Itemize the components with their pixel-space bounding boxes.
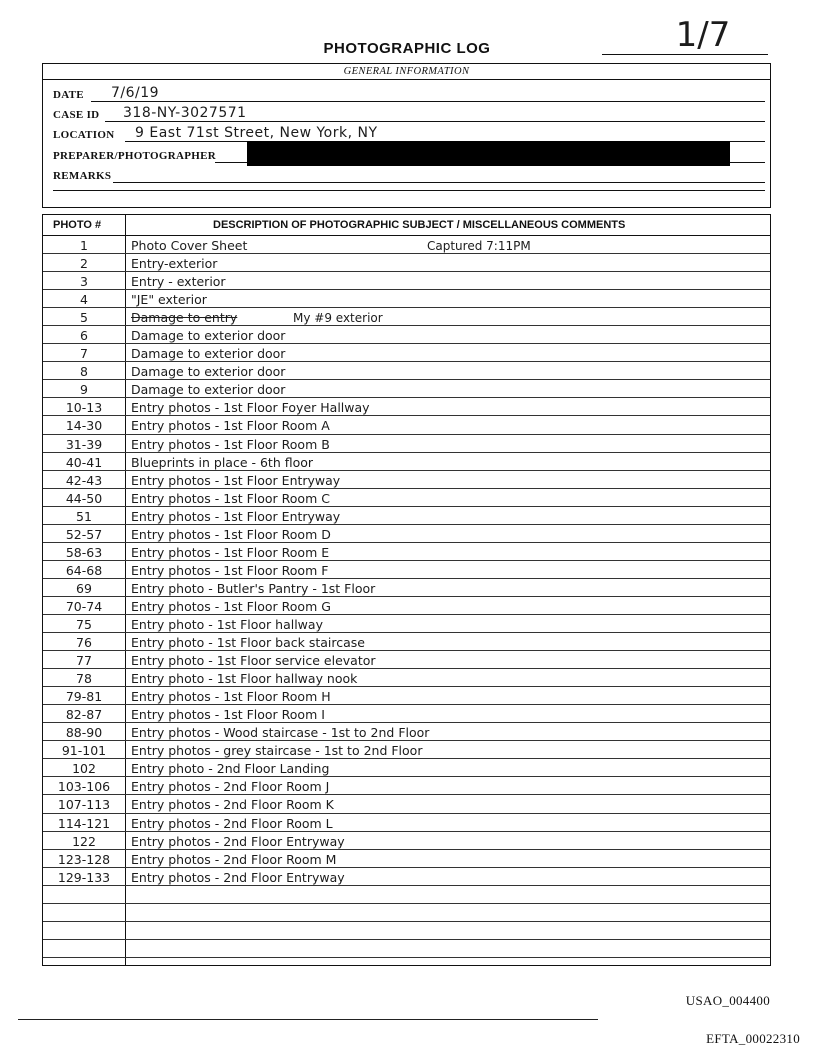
photo-number-cell: 58-63 [65, 544, 103, 560]
general-information-box [42, 63, 771, 208]
photo-number-cell: 8 [80, 364, 88, 380]
photo-number-cell: 123-128 [57, 851, 111, 867]
photo-number-cell: 3 [80, 274, 88, 290]
date-underline [91, 101, 765, 102]
description-cell: Entry - exterior [131, 274, 226, 290]
description-cell: Entry photos - 1st Floor Room E [131, 544, 330, 560]
description-cell: Entry photos - 1st Floor Room A [131, 418, 330, 434]
remarks-field [53, 165, 765, 183]
photo-number-cell: 79-81 [65, 689, 103, 705]
description-cell: Entry photo - 1st Floor service elevator [131, 653, 376, 669]
photo-number-column-header: PHOTO # [53, 219, 102, 231]
photo-number-cell: 7 [80, 346, 88, 362]
location-field [53, 124, 765, 142]
description-cell [131, 904, 631, 922]
photo-number-cell: 9 [80, 382, 88, 398]
description-cell: Entry photos - 2nd Floor Room K [131, 797, 334, 813]
table-row [43, 705, 770, 723]
page-number-underline [602, 54, 768, 55]
description-cell: Damage to entry [131, 310, 238, 326]
photo-number-cell: 75 [76, 616, 92, 632]
row-annotation: My #9 exterior [293, 311, 383, 326]
table-row [43, 308, 770, 326]
table-row [43, 290, 770, 308]
description-cell: Entry photo - 1st Floor back staircase [131, 635, 365, 651]
table-row [43, 525, 770, 543]
photo-number-cell: 64-68 [65, 562, 103, 578]
date-field [53, 84, 765, 102]
description-cell: Entry photo - 1st Floor hallway nook [131, 671, 358, 687]
description-cell: Blueprints in place - 6th floor [131, 454, 314, 470]
photo-number-cell: 2 [80, 256, 88, 272]
photo-number-cell: 69 [76, 580, 92, 596]
photo-number-cell: 31-39 [65, 436, 103, 452]
table-row [43, 687, 770, 705]
table-row [43, 362, 770, 380]
description-cell: Entry photos - 2nd Floor Entryway [131, 833, 345, 849]
table-row [43, 777, 770, 795]
case-id-underline [105, 121, 765, 122]
photo-number-cell: 114-121 [57, 815, 111, 831]
general-information-header: GENERAL INFORMATION [43, 64, 770, 80]
table-row [43, 597, 770, 615]
photo-number-cell: 70-74 [65, 598, 103, 614]
photo-number-cell: 4 [80, 292, 88, 308]
description-cell: Entry photo - Butler's Pantry - 1st Floor [131, 580, 376, 596]
description-cell: Entry photo - 1st Floor hallway [131, 616, 323, 632]
photo-number-cell: 107-113 [57, 797, 111, 813]
page-number: 1/7 [675, 15, 731, 55]
location-label: LOCATION [53, 129, 115, 141]
photo-log-header [43, 215, 770, 236]
photo-number-cell [43, 922, 125, 940]
table-row [43, 832, 770, 850]
description-cell: Entry photos - 1st Floor Room F [131, 562, 329, 578]
table-row [43, 615, 770, 633]
description-cell: Photo Cover Sheet [131, 238, 248, 253]
table-row [43, 904, 770, 922]
case-id-field [53, 104, 765, 122]
date-value: 7/6/19 [111, 85, 160, 101]
redaction-bar [247, 141, 730, 166]
table-row [43, 723, 770, 741]
footer-rule [18, 1019, 598, 1020]
photo-number-cell: 6 [80, 328, 88, 344]
description-cell: Damage to exterior door [131, 382, 286, 398]
table-row [43, 543, 770, 561]
description-cell: Entry photos - 1st Floor Room H [131, 689, 331, 705]
table-row [43, 489, 770, 507]
table-row [43, 814, 770, 832]
case-id-label: CASE ID [53, 109, 100, 121]
table-row [43, 254, 770, 272]
table-row [43, 922, 770, 940]
description-cell: Damage to exterior door [131, 364, 286, 380]
table-row [43, 344, 770, 362]
bates-number-usao: USAO_004400 [685, 993, 770, 1008]
case-id-value: 318-NY-3027571 [123, 105, 247, 121]
description-cell: Entry photos - 1st Floor Entryway [131, 508, 341, 524]
description-cell: Damage to exterior door [131, 328, 286, 344]
description-cell: Entry photos - 1st Floor Entryway [131, 472, 341, 488]
description-cell: Entry photo - 2nd Floor Landing [131, 761, 330, 777]
description-cell: Entry photos - 2nd Floor Room L [131, 815, 333, 831]
description-column-header: DESCRIPTION OF PHOTOGRAPHIC SUBJECT / MISCELLANEOUS COMMENTS [213, 219, 626, 231]
date-label: DATE [53, 89, 84, 101]
table-row [43, 272, 770, 290]
table-row [43, 741, 770, 759]
photo-number-cell [43, 904, 125, 922]
table-row [43, 579, 770, 597]
description-cell [131, 886, 631, 904]
table-row [43, 886, 770, 904]
photo-number-cell: 88-90 [65, 725, 103, 741]
photo-number-cell: 76 [76, 635, 92, 651]
description-cell: Entry photos - 1st Floor Room C [131, 490, 330, 506]
photo-number-cell: 102 [72, 761, 96, 777]
description-cell: Entry photos - 1st Floor Foyer Hallway [131, 400, 370, 416]
remarks-label: REMARKS [53, 170, 112, 182]
table-row [43, 759, 770, 777]
photo-number-cell: 77 [76, 653, 92, 669]
description-cell: Entry photos - 1st Floor Room D [131, 526, 331, 542]
description-cell: Entry photos - 2nd Floor Entryway [131, 869, 345, 885]
table-row [43, 435, 770, 453]
photo-number-cell: 14-30 [65, 418, 103, 434]
photo-number-cell [43, 886, 125, 904]
photo-number-cell: 82-87 [65, 707, 103, 723]
table-row [43, 471, 770, 489]
photo-number-cell: 78 [76, 671, 92, 687]
description-cell: Entry-exterior [131, 256, 218, 272]
photo-number-cell [43, 940, 125, 958]
table-row [43, 795, 770, 813]
description-cell: Entry photos - Wood staircase - 1st to 2nd Floor [131, 725, 430, 741]
photo-number-cell: 10-13 [65, 400, 103, 416]
table-row [43, 326, 770, 344]
photo-number-cell: 103-106 [57, 779, 111, 795]
photo-number-cell: 122 [72, 833, 96, 849]
table-row [43, 651, 770, 669]
description-cell: Entry photos - 1st Floor Room G [131, 598, 331, 614]
page-title: PHOTOGRAPHIC LOG [323, 40, 491, 54]
table-row [43, 453, 770, 471]
table-row [43, 380, 770, 398]
preparer-label: PREPARER/PHOTOGRAPHER [53, 150, 216, 162]
table-row [43, 868, 770, 886]
description-cell: Entry photos - 2nd Floor Room M [131, 851, 337, 867]
photo-number-cell: 1 [80, 238, 88, 253]
table-row [43, 633, 770, 651]
table-row [43, 940, 770, 958]
photo-log-rows [43, 236, 770, 958]
table-row [43, 398, 770, 416]
table-row [43, 561, 770, 579]
photo-number-cell: 129-133 [57, 869, 111, 885]
photo-number-cell: 44-50 [65, 490, 103, 506]
table-row [43, 850, 770, 868]
remarks-underline [113, 182, 765, 183]
photo-number-cell: 42-43 [65, 472, 103, 488]
table-row [43, 669, 770, 687]
remarks-extra-line [53, 190, 765, 191]
description-cell: Damage to exterior door [131, 346, 286, 362]
description-cell [131, 922, 631, 940]
location-value: 9 East 71st Street, New York, NY [135, 125, 378, 141]
photo-number-cell: 91-101 [61, 743, 107, 759]
photo-log-table [42, 214, 771, 966]
description-cell [131, 940, 631, 958]
bates-number-efta: EFTA_00022310 [706, 1031, 800, 1046]
photo-number-cell: 52-57 [65, 526, 103, 542]
row-annotation: Captured 7:11PM [427, 239, 531, 253]
description-cell: Entry photos - 1st Floor Room B [131, 436, 330, 452]
description-cell: Entry photos - 2nd Floor Room J [131, 779, 330, 795]
photo-number-cell: 40-41 [65, 454, 103, 470]
description-cell: Entry photos - 1st Floor Room I [131, 707, 325, 723]
table-row [43, 236, 770, 254]
photo-number-cell: 5 [80, 310, 88, 326]
description-cell: Entry photos - grey staircase - 1st to 2nd Floor [131, 743, 423, 759]
table-row [43, 416, 770, 434]
photo-number-cell: 51 [76, 508, 92, 524]
description-cell: "JE" exterior [131, 292, 207, 308]
table-row [43, 507, 770, 525]
